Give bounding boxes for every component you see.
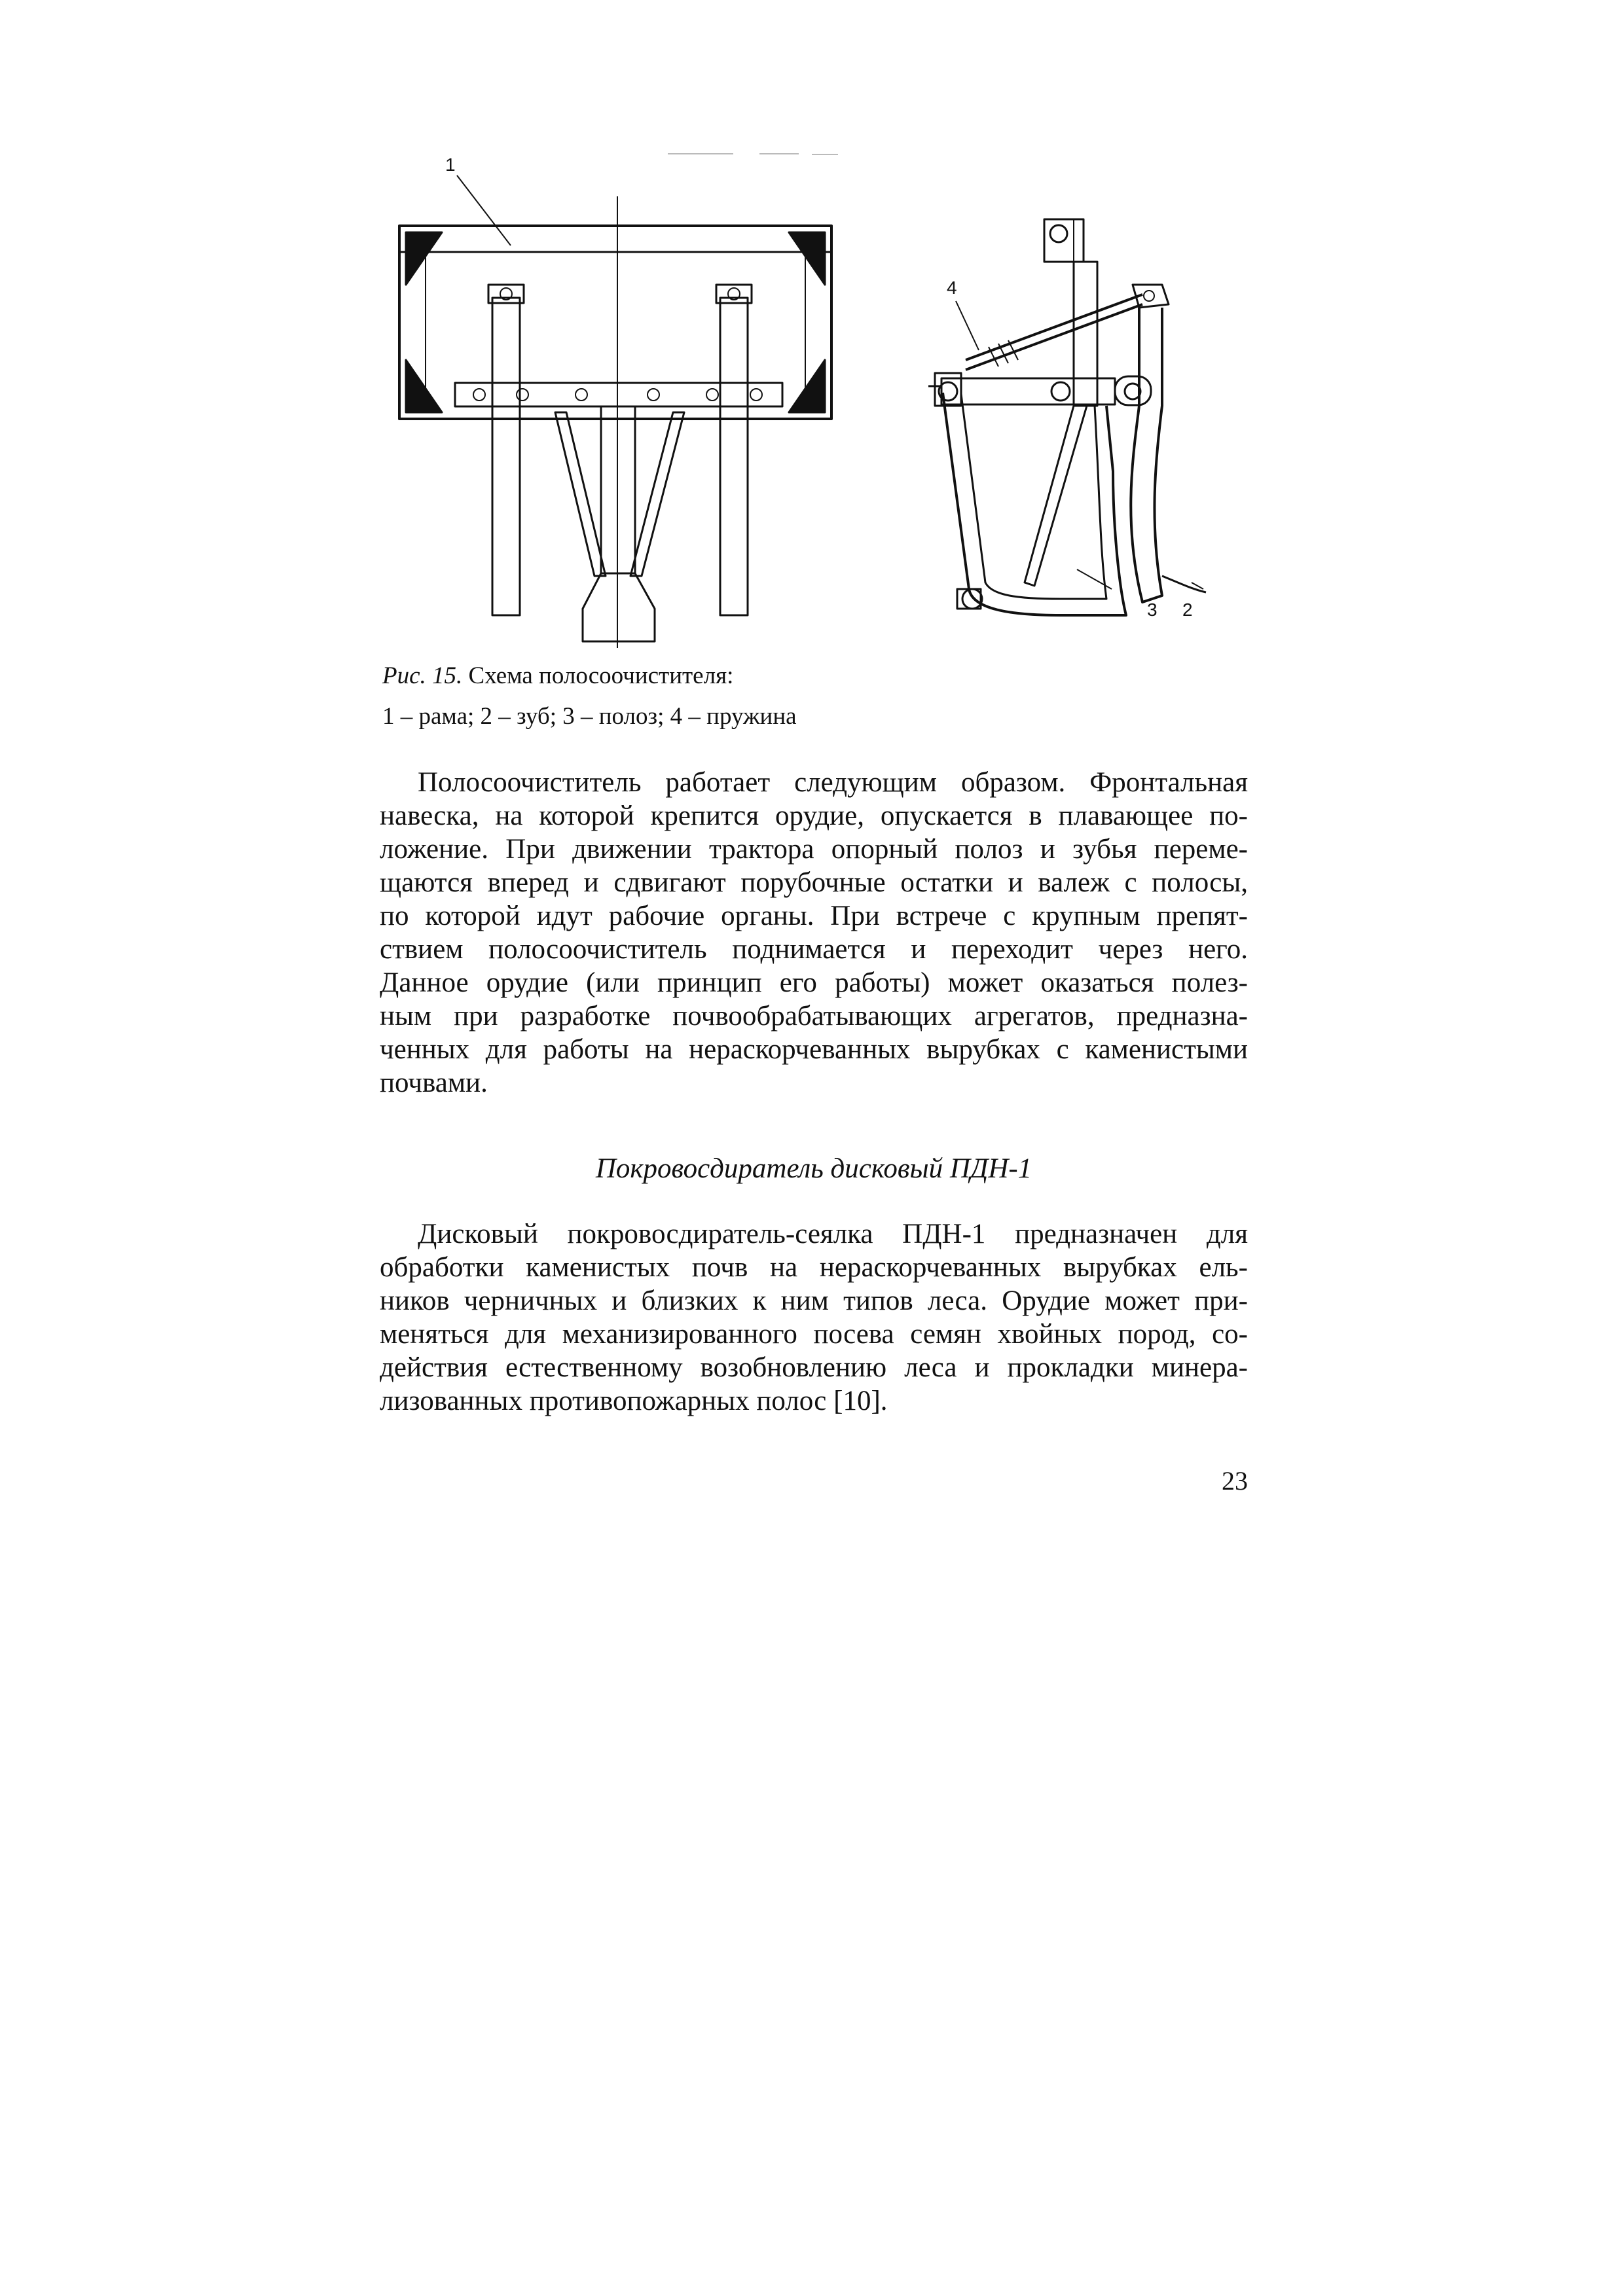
- caption-legend: 1 – рама; 2 – зуб; 3 – полоз; 4 – пружина: [382, 703, 797, 730]
- paragraph-line: Дисковый покровосдиратель-сеялка ПДН-1 предназначен для: [418, 1219, 1248, 1249]
- callout-3: 3: [1147, 600, 1158, 620]
- paragraph-line: меняться для механизированного посева семян хвойных пород, со-: [380, 1319, 1248, 1350]
- paragraph-line: лизованных противопожарных полос [10].: [380, 1386, 888, 1416]
- caption-title-line: [382, 661, 1247, 691]
- paragraph-line: обработки каменистых почв на нераскорчеванных вырубках ель-: [380, 1252, 1248, 1283]
- paragraph-line: Данное орудие (или принцип его работы) может оказаться полез-: [380, 967, 1248, 998]
- callout-2: 2: [1182, 600, 1193, 620]
- paragraph-line: ников черничных и близких к ним типов леса. Орудие может при-: [380, 1285, 1248, 1316]
- paragraph-line: почвами.: [380, 1067, 488, 1098]
- paragraph-line: ченных для работы на нераскорчеванных вырубках с каменистыми: [380, 1034, 1248, 1065]
- strip-cleaner-diagram: [380, 131, 1264, 655]
- caption-label: Рис. 15.: [382, 662, 463, 689]
- caption-title: Схема полосоочистителя:: [468, 662, 734, 689]
- paragraph-line: ложение. При движении трактора опорный полоз и зубья переме-: [380, 834, 1248, 865]
- page-number: 23: [1222, 1466, 1248, 1496]
- section-heading: Покровосдиратель дисковый ПДН-1: [595, 1153, 1032, 1184]
- paragraph-line: Полосоочиститель работает следующим образом. Фронтальная: [418, 767, 1248, 798]
- callout-1: 1: [445, 154, 456, 175]
- paragraph-1: [380, 766, 1248, 1100]
- paragraph-2: [380, 1217, 1248, 1418]
- paragraph-line: щаются вперед и сдвигают порубочные остатки и валеж с полосы,: [380, 867, 1248, 898]
- paragraph-line: ствием полосоочиститель поднимается и переходит через него.: [380, 934, 1248, 965]
- figure-15: [380, 131, 1264, 655]
- paragraph-line: навеска, на которой крепится орудие, опускается в плавающее по-: [380, 800, 1248, 831]
- figure-caption: [382, 661, 1247, 732]
- callout-4: 4: [947, 278, 957, 298]
- paragraph-line: ным при разработке почвообрабатывающих агрегатов, предназна-: [380, 1001, 1248, 1031]
- side-view: [928, 219, 1206, 615]
- paragraph-line: по которой идут рабочие органы. При встрече с крупным препят-: [380, 901, 1248, 931]
- paragraph-line: действия естественному возобновлению леса и прокладки минера-: [380, 1352, 1248, 1383]
- front-view: [399, 175, 831, 648]
